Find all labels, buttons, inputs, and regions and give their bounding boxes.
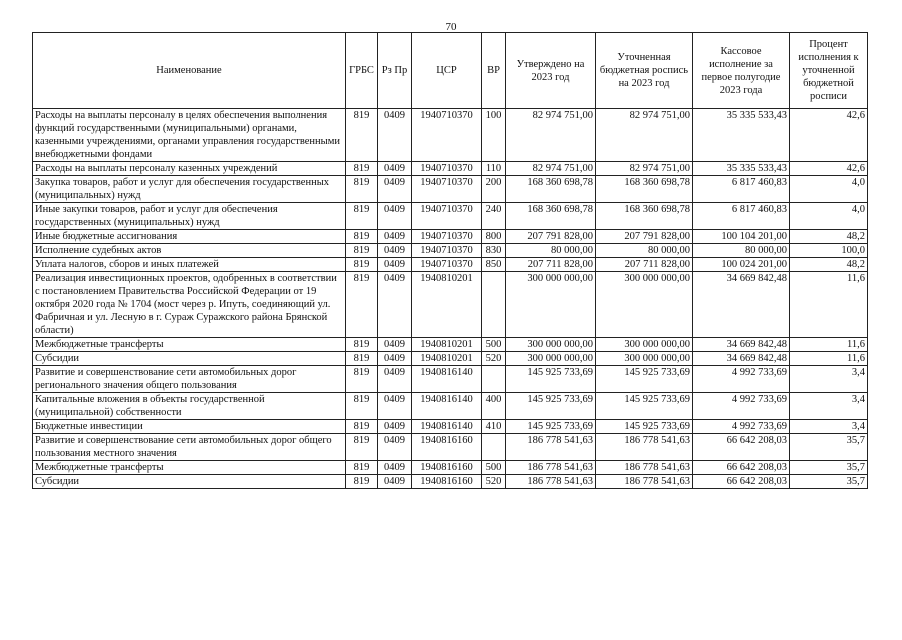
row-approved-cell: 82 974 751,00 — [506, 109, 596, 162]
row-approved-cell: 300 000 000,00 — [506, 338, 596, 352]
table-row — [33, 475, 868, 489]
table-row — [33, 461, 868, 475]
row-rzpr-cell: 0409 — [378, 272, 412, 338]
table-row — [33, 393, 868, 420]
row-csr-cell: 1940710370 — [412, 230, 482, 244]
row-percent-cell: 4,0 — [790, 203, 868, 230]
row-cash-cell: 34 669 842,48 — [693, 272, 790, 338]
row-refined-cell: 207 711 828,00 — [596, 258, 693, 272]
table-row — [33, 230, 868, 244]
row-refined-cell: 82 974 751,00 — [596, 109, 693, 162]
row-grbs-cell: 819 — [346, 366, 378, 393]
row-approved-cell: 300 000 000,00 — [506, 352, 596, 366]
row-refined-cell: 145 925 733,69 — [596, 420, 693, 434]
row-percent-cell: 100,0 — [790, 244, 868, 258]
row-rzpr-cell: 0409 — [378, 258, 412, 272]
row-rzpr-cell: 0409 — [378, 109, 412, 162]
row-rzpr-cell: 0409 — [378, 475, 412, 489]
row-percent-cell: 3,4 — [790, 366, 868, 393]
row-rzpr-cell: 0409 — [378, 203, 412, 230]
row-approved-cell: 82 974 751,00 — [506, 162, 596, 176]
table-row — [33, 109, 868, 162]
header-grbs: ГРБС — [346, 33, 378, 109]
row-refined-cell: 168 360 698,78 — [596, 176, 693, 203]
row-grbs-cell: 819 — [346, 230, 378, 244]
header-csr: ЦСР — [412, 33, 482, 109]
row-name-cell: Иные закупки товаров, работ и услуг для обеспечения государственных (муниципальных) нужд — [33, 203, 346, 230]
row-percent-cell: 48,2 — [790, 230, 868, 244]
row-grbs-cell: 819 — [346, 258, 378, 272]
row-csr-cell: 1940816140 — [412, 366, 482, 393]
row-grbs-cell: 819 — [346, 434, 378, 461]
row-name-cell: Реализация инвестиционных проектов, одобренных в соответствии с постановлением Правительства Российской Федерации от 19 октября 2020 года № 1704 (мост через р. Ипуть, соединяющий ул. Фабричная и ул. Лесную в г. Сураж Суражского района Брянской области) — [33, 272, 346, 338]
row-grbs-cell: 819 — [346, 420, 378, 434]
row-grbs-cell: 819 — [346, 475, 378, 489]
header-cash: Кассовое исполнение за первое полугодие 2023 года — [693, 33, 790, 109]
row-percent-cell: 42,6 — [790, 162, 868, 176]
row-vr-cell: 200 — [482, 176, 506, 203]
table-row — [33, 176, 868, 203]
table-row — [33, 162, 868, 176]
row-cash-cell: 6 817 460,83 — [693, 203, 790, 230]
header-name: Наименование — [33, 33, 346, 109]
row-rzpr-cell: 0409 — [378, 230, 412, 244]
row-grbs-cell: 819 — [346, 393, 378, 420]
row-csr-cell: 1940710370 — [412, 162, 482, 176]
row-vr-cell: 110 — [482, 162, 506, 176]
row-csr-cell: 1940810201 — [412, 338, 482, 352]
row-csr-cell: 1940816140 — [412, 420, 482, 434]
row-approved-cell: 145 925 733,69 — [506, 420, 596, 434]
row-rzpr-cell: 0409 — [378, 434, 412, 461]
row-cash-cell: 66 642 208,03 — [693, 461, 790, 475]
row-name-cell: Иные бюджетные ассигнования — [33, 230, 346, 244]
row-grbs-cell: 819 — [346, 162, 378, 176]
row-rzpr-cell: 0409 — [378, 420, 412, 434]
table-header-row — [33, 33, 868, 109]
table-row — [33, 203, 868, 230]
row-percent-cell: 42,6 — [790, 109, 868, 162]
row-vr-cell: 520 — [482, 352, 506, 366]
row-csr-cell: 1940816140 — [412, 393, 482, 420]
row-rzpr-cell: 0409 — [378, 366, 412, 393]
header-refined: Уточненная бюджетная роспись на 2023 год — [596, 33, 693, 109]
row-approved-cell: 145 925 733,69 — [506, 366, 596, 393]
row-name-cell: Исполнение судебных актов — [33, 244, 346, 258]
row-cash-cell: 100 104 201,00 — [693, 230, 790, 244]
row-percent-cell: 11,6 — [790, 338, 868, 352]
row-vr-cell: 240 — [482, 203, 506, 230]
table-row — [33, 352, 868, 366]
row-vr-cell: 100 — [482, 109, 506, 162]
row-vr-cell: 830 — [482, 244, 506, 258]
row-vr-cell: 800 — [482, 230, 506, 244]
row-name-cell: Бюджетные инвестиции — [33, 420, 346, 434]
row-approved-cell: 186 778 541,63 — [506, 434, 596, 461]
row-approved-cell: 168 360 698,78 — [506, 203, 596, 230]
row-refined-cell: 300 000 000,00 — [596, 352, 693, 366]
row-cash-cell: 4 992 733,69 — [693, 420, 790, 434]
row-name-cell: Межбюджетные трансферты — [33, 461, 346, 475]
row-grbs-cell: 819 — [346, 338, 378, 352]
row-csr-cell: 1940810201 — [412, 352, 482, 366]
row-csr-cell: 1940710370 — [412, 176, 482, 203]
row-percent-cell: 35,7 — [790, 475, 868, 489]
table-row — [33, 338, 868, 352]
row-refined-cell: 300 000 000,00 — [596, 272, 693, 338]
row-percent-cell: 3,4 — [790, 420, 868, 434]
row-rzpr-cell: 0409 — [378, 461, 412, 475]
row-name-cell: Межбюджетные трансферты — [33, 338, 346, 352]
row-cash-cell: 100 024 201,00 — [693, 258, 790, 272]
row-vr-cell: 850 — [482, 258, 506, 272]
row-name-cell: Субсидии — [33, 352, 346, 366]
row-refined-cell: 145 925 733,69 — [596, 393, 693, 420]
row-percent-cell: 48,2 — [790, 258, 868, 272]
row-approved-cell: 186 778 541,63 — [506, 461, 596, 475]
row-rzpr-cell: 0409 — [378, 352, 412, 366]
row-rzpr-cell: 0409 — [378, 244, 412, 258]
row-name-cell: Субсидии — [33, 475, 346, 489]
row-approved-cell: 207 791 828,00 — [506, 230, 596, 244]
row-vr-cell: 410 — [482, 420, 506, 434]
budget-table — [32, 32, 868, 489]
table-row — [33, 366, 868, 393]
row-cash-cell: 4 992 733,69 — [693, 393, 790, 420]
row-refined-cell: 186 778 541,63 — [596, 461, 693, 475]
row-vr-cell — [482, 366, 506, 393]
row-grbs-cell: 819 — [346, 109, 378, 162]
row-percent-cell: 35,7 — [790, 461, 868, 475]
table-row — [33, 244, 868, 258]
row-grbs-cell: 819 — [346, 352, 378, 366]
row-refined-cell: 186 778 541,63 — [596, 475, 693, 489]
row-grbs-cell: 819 — [346, 203, 378, 230]
row-percent-cell: 4,0 — [790, 176, 868, 203]
row-approved-cell: 207 711 828,00 — [506, 258, 596, 272]
row-cash-cell: 4 992 733,69 — [693, 366, 790, 393]
header-percent: Процент исполнения к уточненной бюджетной росписи — [790, 33, 868, 109]
row-cash-cell: 34 669 842,48 — [693, 338, 790, 352]
row-approved-cell: 145 925 733,69 — [506, 393, 596, 420]
table-row — [33, 420, 868, 434]
row-csr-cell: 1940710370 — [412, 244, 482, 258]
row-cash-cell: 6 817 460,83 — [693, 176, 790, 203]
row-vr-cell: 400 — [482, 393, 506, 420]
row-name-cell: Закупка товаров, работ и услуг для обеспечения государственных (муниципальных) нужд — [33, 176, 346, 203]
row-csr-cell: 1940710370 — [412, 203, 482, 230]
row-refined-cell: 145 925 733,69 — [596, 366, 693, 393]
row-approved-cell: 80 000,00 — [506, 244, 596, 258]
row-name-cell: Развитие и совершенствование сети автомобильных дорог регионального значения общего пользования — [33, 366, 346, 393]
table-body — [33, 109, 868, 489]
table-row — [33, 272, 868, 338]
row-refined-cell: 80 000,00 — [596, 244, 693, 258]
row-grbs-cell: 819 — [346, 461, 378, 475]
row-refined-cell: 207 791 828,00 — [596, 230, 693, 244]
row-approved-cell: 186 778 541,63 — [506, 475, 596, 489]
row-name-cell: Уплата налогов, сборов и иных платежей — [33, 258, 346, 272]
table-row — [33, 434, 868, 461]
row-vr-cell: 500 — [482, 461, 506, 475]
header-approved: Утверждено на 2023 год — [506, 33, 596, 109]
row-cash-cell: 66 642 208,03 — [693, 434, 790, 461]
row-name-cell: Расходы на выплаты персоналу казенных учреждений — [33, 162, 346, 176]
row-cash-cell: 35 335 533,43 — [693, 162, 790, 176]
row-grbs-cell: 819 — [346, 176, 378, 203]
row-vr-cell — [482, 272, 506, 338]
row-csr-cell: 1940710370 — [412, 258, 482, 272]
row-csr-cell: 1940810201 — [412, 272, 482, 338]
row-rzpr-cell: 0409 — [378, 162, 412, 176]
row-refined-cell: 186 778 541,63 — [596, 434, 693, 461]
row-cash-cell: 66 642 208,03 — [693, 475, 790, 489]
row-csr-cell: 1940816160 — [412, 434, 482, 461]
row-csr-cell: 1940816160 — [412, 475, 482, 489]
header-vr: ВР — [482, 33, 506, 109]
row-cash-cell: 80 000,00 — [693, 244, 790, 258]
row-refined-cell: 82 974 751,00 — [596, 162, 693, 176]
row-name-cell: Развитие и совершенствование сети автомобильных дорог общего пользования местного значения — [33, 434, 346, 461]
row-vr-cell: 500 — [482, 338, 506, 352]
row-percent-cell: 11,6 — [790, 272, 868, 338]
row-rzpr-cell: 0409 — [378, 338, 412, 352]
row-vr-cell — [482, 434, 506, 461]
page-number: 70 — [445, 21, 457, 33]
row-percent-cell: 35,7 — [790, 434, 868, 461]
row-refined-cell: 168 360 698,78 — [596, 203, 693, 230]
header-rzpr: Рз Пр — [378, 33, 412, 109]
row-percent-cell: 3,4 — [790, 393, 868, 420]
row-name-cell: Капитальные вложения в объекты государственной (муниципальной) собственности — [33, 393, 346, 420]
row-rzpr-cell: 0409 — [378, 176, 412, 203]
row-cash-cell: 34 669 842,48 — [693, 352, 790, 366]
row-refined-cell: 300 000 000,00 — [596, 338, 693, 352]
row-percent-cell: 11,6 — [790, 352, 868, 366]
table-row — [33, 258, 868, 272]
row-name-cell: Расходы на выплаты персоналу в целях обеспечения выполнения функций государственными (муниципальными) органами, казенными учреждениями, органами управления государственными внебюджетными фондами — [33, 109, 346, 162]
row-cash-cell: 35 335 533,43 — [693, 109, 790, 162]
row-grbs-cell: 819 — [346, 244, 378, 258]
row-approved-cell: 300 000 000,00 — [506, 272, 596, 338]
row-approved-cell: 168 360 698,78 — [506, 176, 596, 203]
row-vr-cell: 520 — [482, 475, 506, 489]
row-grbs-cell: 819 — [346, 272, 378, 338]
row-csr-cell: 1940816160 — [412, 461, 482, 475]
row-rzpr-cell: 0409 — [378, 393, 412, 420]
row-csr-cell: 1940710370 — [412, 109, 482, 162]
